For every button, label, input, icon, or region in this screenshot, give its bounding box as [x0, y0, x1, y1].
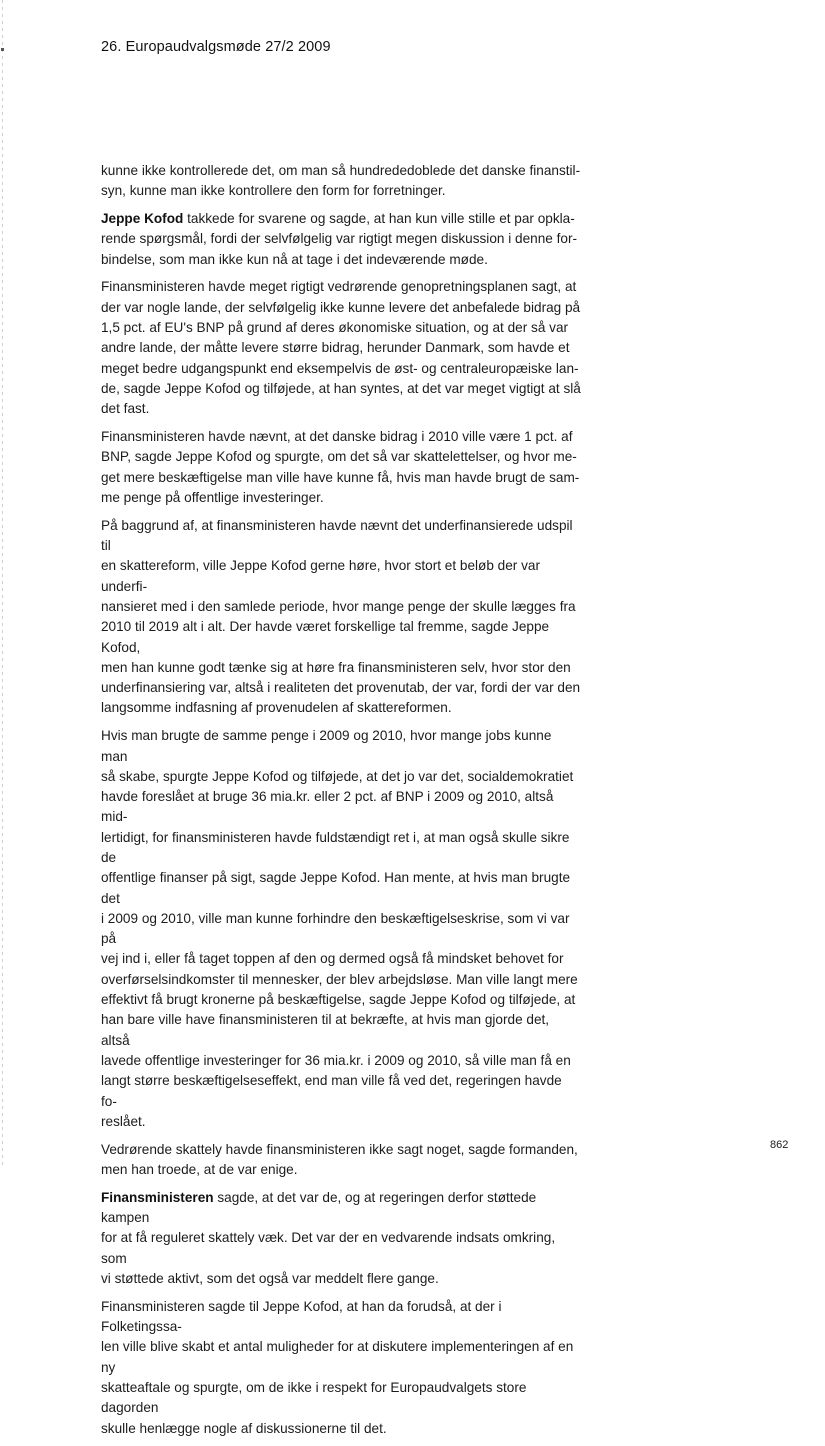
paragraph-text: Finansministeren havde nævnt, at det danske bidrag i 2010 ville være 1 pct. af BNP, sagde Jeppe Kofod og spurgte, om det så var skattelettelser, og hvor me- get mere beskæftigelse man ville have kunne få, hvis man havde brugt de sam- me penge på offentlige investeringer. [101, 429, 580, 505]
paragraph-5 [101, 516, 581, 719]
paragraph-8 [101, 1188, 581, 1289]
scan-margin-line [2, 0, 3, 1168]
scan-mark [1, 48, 4, 51]
paragraph-1 [101, 161, 581, 202]
speaker-name: Jeppe Kofod [101, 211, 184, 227]
minutes-body [101, 161, 581, 1446]
paragraph-4 [101, 427, 581, 508]
paragraph-text: Hvis man brugte de samme penge i 2009 og 2010, hvor mange jobs kunne man så skabe, spurgte Jeppe Kofod og tilføjede, at det jo var det, socialdemokratiet havde foreslået at bruge 36 mia.kr. eller 2 pct. af BNP i 2009 og 2010, altså mid- lertidigt, for finansministeren havde fuldstændigt ret i, at man også skulle sikre de offentlige finanser på sigt, sagde Jeppe Kofod. Han mente, at hvis man brugte det i 2009 og 2010, ville man kunne forhindre den beskæftigelseskrise, som vi var på vej ind i, eller få taget toppen af den og dermed også få mindsket behovet for overførselsindkomster til mennesker, der blev arbejdsløse. Man ville langt mere effektivt få brugt kronerne på beskæftigelse, sagde Jeppe Kofod og tilføjede, at han bare ville have finansministeren til at bekræfte, at hvis man gjorde det, altså lavede offentlige investeringer for 36 mia.kr. i 2009 og 2010, så ville man få en langt større beskæftigelseseffekt, end man ville få ved det, regeringen havde fo- reslået. [101, 728, 578, 1129]
paragraph-text: Vedrørende skattely havde finansministeren ikke sagt noget, sagde formanden, men han troede, at de var enige. [101, 1141, 578, 1177]
paragraph-text: sagde, at det var de, og at regeringen derfor støttede kampen for at få reguleret skattely væk. Det var der en vedvarende indsats omkring, som vi støttede aktivt, som det også var meddelt flere gange. [101, 1189, 556, 1286]
paragraph-text: På baggrund af, at finansministeren havde nævnt det underfinansierede udspil til en skattereform, ville Jeppe Kofod gerne høre, hvor stort et beløb der var underfi- nansieret med i den samlede periode, hvor mange penge der skulle lægges fra 2010 til 2019 alt i alt. Der havde været forskellige tal fremme, sagde Jeppe Kofod, men han kunne godt tænke sig at høre fra finansministeren selv, hvor stor den underfinansiering var, altså i realiteten det provenutab, der var, fordi der var den langsomme indfasning af provenudelen af skattereformen. [101, 517, 581, 716]
paragraph-text: Finansministeren havde meget rigtigt vedrørende genopretningsplanen sagt, at der var nogle lande, der selvfølgelig ikke kunne levere det anbefalede bidrag på 1,5 pct. af EU's BNP på grund af deres økonomiske situation, og at der så var andre lande, der måtte levere større bidrag, herunder Danmark, som havde et meget bedre udgangspunkt end eksempelvis de øst- og centraleuropæiske lan- de, sagde Jeppe Kofod og tilføjede, at han syntes, at det var meget vigtigt at slå det fast. [101, 279, 581, 417]
paragraph-3 [101, 277, 581, 419]
paragraph-6 [101, 726, 581, 1132]
paragraph-9 [101, 1297, 581, 1439]
paragraph-text: kunne ikke kontrollerede det, om man så hundrededoblede det danske finanstil- syn, kunne man ikke kontrollere den form for forretninger. [101, 163, 581, 199]
page-header: 26. Europaudvalgsmøde 27/2 2009 [101, 39, 331, 55]
speaker-name: Finansministeren [101, 1189, 214, 1205]
paragraph-text: Finansministeren sagde til Jeppe Kofod, at han da forudså, at der i Folketingssa- len ville blive skabt et antal muligheder for at diskutere implementeringen af en ny skatteaftale og spurgte, om de ikke i respekt for Europaudvalgets store dagorden skulle henlægge nogle af diskussionerne til det. [101, 1298, 574, 1436]
page-number: 862 [770, 1139, 789, 1151]
paragraph-text: takkede for svarene og sagde, at han kun ville stille et par opkla- rende spørgsmål, fordi der selvfølgelig var rigtigt megen diskussion i denne for- bindelse, som man ikke kun nå at tage i det indeværende møde. [101, 211, 577, 267]
paragraph-2 [101, 209, 581, 270]
paragraph-7 [101, 1140, 581, 1181]
